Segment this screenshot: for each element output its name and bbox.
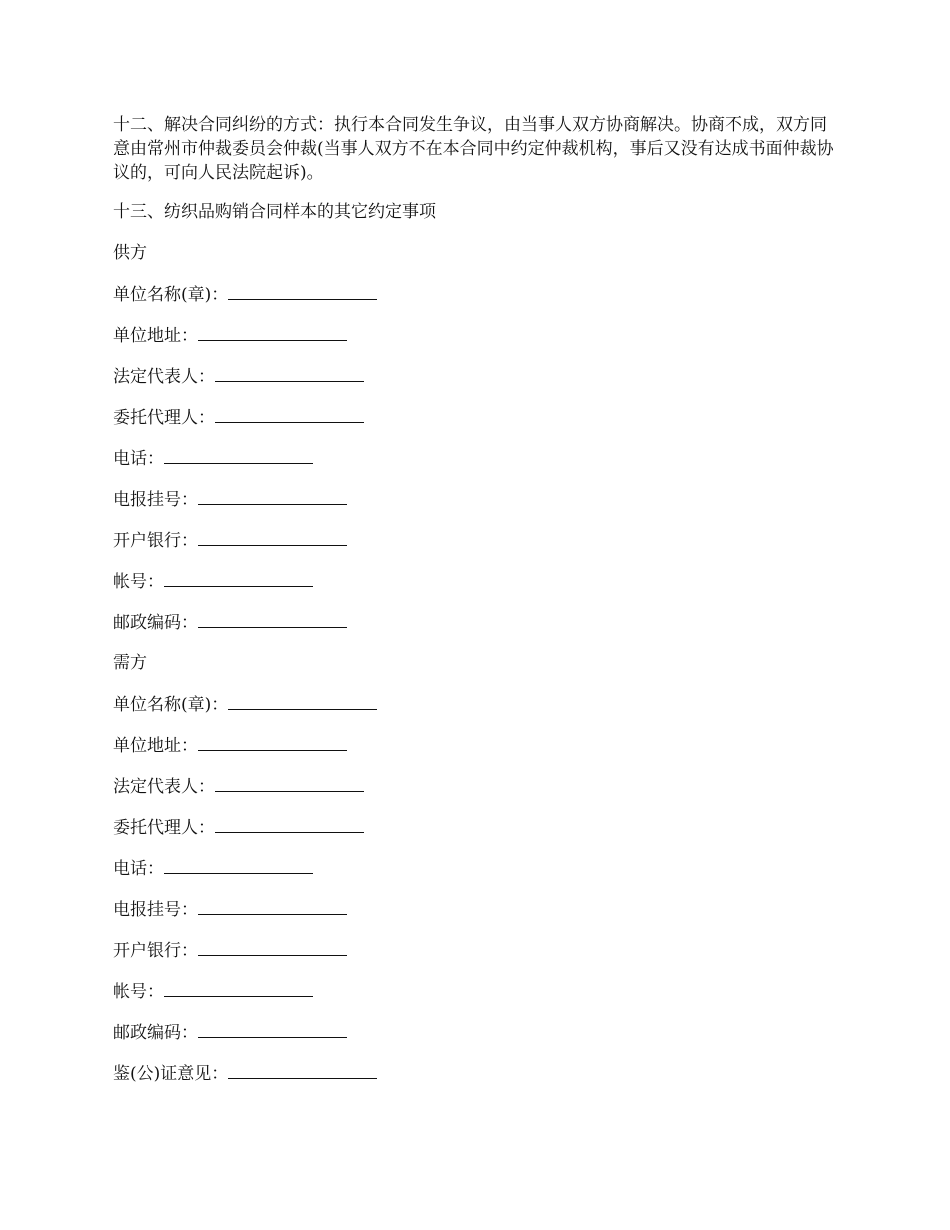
buyer-unit-name-blank [228,693,377,710]
buyer-agent-label: 委托代理人： [113,818,215,838]
buyer-unit-name-row [113,693,838,715]
document-page [113,113,838,1103]
buyer-bank-label: 开户银行： [113,941,198,961]
supplier-account-row [113,570,838,592]
buyer-phone-row [113,857,838,879]
supplier-agent-blank [215,406,364,423]
buyer-telegram-row [113,898,838,920]
supplier-agent-row [113,406,838,428]
buyer-postcode-row [113,1021,838,1043]
buyer-account-label: 帐号： [113,982,164,1002]
supplier-phone-blank [164,447,313,464]
buyer-bank-blank [198,939,347,956]
buyer-legal-rep-blank [215,775,364,792]
supplier-unit-address-blank [198,324,347,341]
supplier-telegram-row [113,488,838,510]
buyer-postcode-label: 邮政编码： [113,1023,198,1043]
buyer-account-row [113,980,838,1002]
buyer-agent-blank [215,816,364,833]
buyer-phone-label: 电话： [113,859,164,879]
supplier-account-label: 帐号： [113,572,164,592]
supplier-legal-rep-row [113,365,838,387]
buyer-phone-blank [164,857,313,874]
buyer-heading: 需方 [113,653,147,673]
buyer-unit-address-label: 单位地址： [113,736,198,756]
buyer-unit-address-blank [198,734,347,751]
notary-opinion-label: 鉴(公)证意见： [113,1064,229,1084]
supplier-postcode-row [113,611,838,633]
buyer-legal-rep-row [113,775,838,797]
buyer-telegram-blank [198,898,347,915]
buyer-account-blank [164,980,313,997]
supplier-agent-label: 委托代理人： [113,408,215,428]
supplier-postcode-blank [198,611,347,628]
buyer-agent-row [113,816,838,838]
supplier-legal-rep-label: 法定代表人： [113,367,215,387]
buyer-telegram-label: 电报挂号： [113,900,198,920]
buyer-bank-row [113,939,838,961]
supplier-telegram-label: 电报挂号： [113,490,198,510]
supplier-unit-name-row [113,283,838,305]
supplier-telegram-blank [198,488,347,505]
buyer-legal-rep-label: 法定代表人： [113,777,215,797]
supplier-phone-row [113,447,838,469]
supplier-heading: 供方 [113,243,147,263]
supplier-unit-address-row [113,324,838,346]
clause-12-paragraph: 十二、解决合同纠纷的方式：执行本合同发生争议，由当事人双方协商解决。协商不成，双方同意由常州市仲裁委员会仲裁(当事人双方不在本合同中约定仲裁机构，事后又没有达成书面仲裁协议的，可向人民法院起诉)。 [113,115,834,183]
supplier-unit-name-label: 单位名称(章)： [113,285,229,305]
notary-opinion-row [113,1062,838,1084]
buyer-unit-name-label: 单位名称(章)： [113,695,229,715]
supplier-phone-label: 电话： [113,449,164,469]
supplier-bank-blank [198,529,347,546]
supplier-unit-name-blank [228,283,377,300]
notary-opinion-blank [228,1062,377,1079]
supplier-account-blank [164,570,313,587]
supplier-postcode-label: 邮政编码： [113,613,198,633]
supplier-legal-rep-blank [215,365,364,382]
clause-13-heading: 十三、纺织品购销合同样本的其它约定事项 [113,202,436,222]
supplier-unit-address-label: 单位地址： [113,326,198,346]
supplier-bank-row [113,529,838,551]
buyer-postcode-blank [198,1021,347,1038]
buyer-unit-address-row [113,734,838,756]
supplier-bank-label: 开户银行： [113,531,198,551]
